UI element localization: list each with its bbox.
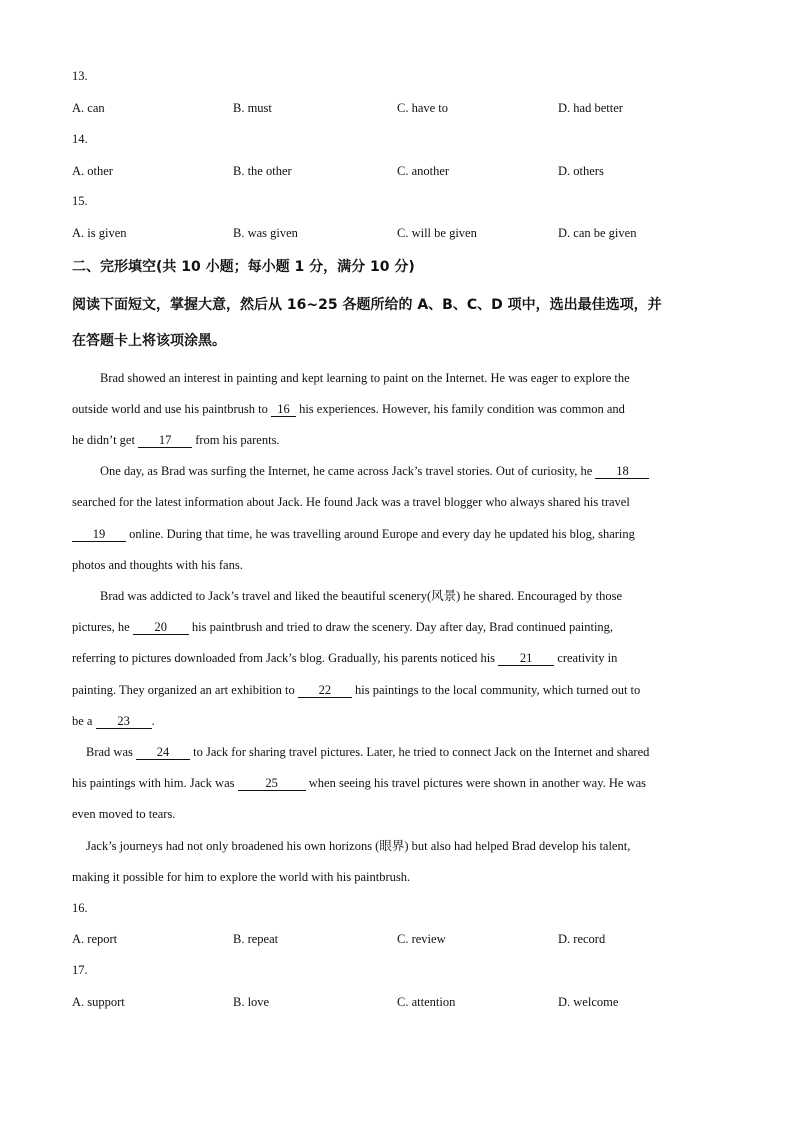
option-d[interactable]: D. can be given (558, 226, 637, 240)
passage-text: he didn’t get (72, 433, 139, 447)
passage-line (72, 713, 732, 729)
passage-line: Jack’s journeys had not only broadened his own horizons (眼界) but also had helped Brad develop his talent, (86, 839, 631, 853)
option-d[interactable]: D. others (558, 164, 604, 178)
question-17-options (72, 994, 732, 1010)
question-14-options (72, 163, 732, 179)
question-16-options (72, 931, 732, 947)
passage-line (72, 401, 732, 417)
blank-24[interactable]: 24 (136, 745, 190, 760)
passage-line: photos and thoughts with his fans. (72, 558, 243, 572)
passage-line: searched for the latest information about Jack. He found Jack was a travel blogger who always shared his travel (72, 495, 630, 509)
passage-text: referring to pictures downloaded from Jack’s blog. Gradually, his parents noticed his (72, 651, 499, 665)
question-15-options (72, 225, 732, 241)
blank-17[interactable]: 17 (138, 433, 192, 448)
option-a[interactable]: A. report (72, 932, 118, 946)
passage-line: making it possible for him to explore the world with his paintbrush. (72, 870, 411, 884)
blank-18[interactable]: 18 (595, 464, 649, 479)
passage-line (86, 744, 732, 760)
blank-16[interactable]: 16 (271, 402, 296, 417)
blank-23[interactable]: 23 (96, 714, 152, 729)
option-b[interactable]: B. love (233, 995, 270, 1009)
section-instruction-line-2: 在答题卡上将该项涂黑。 (72, 333, 226, 349)
question-number-16: 16. (72, 901, 88, 915)
option-b[interactable]: B. the other (233, 164, 292, 178)
blank-22[interactable]: 22 (298, 683, 352, 698)
blank-19[interactable]: 19 (72, 527, 126, 542)
option-c[interactable]: C. have to (397, 101, 449, 115)
passage-line (72, 432, 732, 448)
blank-20[interactable]: 20 (133, 620, 189, 635)
section-instruction-line-1: 阅读下面短文，掌握大意，然后从 16~25 各题所给的 A、B、C、D 项中，选出最佳选项，并 (72, 297, 662, 313)
option-c[interactable]: C. will be given (397, 226, 477, 240)
option-b[interactable]: B. was given (233, 226, 298, 240)
option-c[interactable]: C. another (397, 164, 450, 178)
passage-text: outside world and use his paintbrush to (72, 402, 271, 416)
passage-text: online. During that time, he was travelling around Europe and every day he updated his blog, sharing (126, 527, 635, 541)
option-b[interactable]: B. repeat (233, 932, 279, 946)
passage-line (72, 526, 732, 542)
option-a[interactable]: A. other (72, 164, 113, 178)
option-d[interactable]: D. record (558, 932, 606, 946)
passage-text: his paintings with him. Jack was (72, 776, 238, 790)
section-heading: 二、完形填空(共 10 小题；每小题 1 分，满分 10 分) (72, 259, 415, 275)
passage-text: his paintings to the local community, which turned out to (351, 683, 641, 697)
question-number-15: 15. (72, 194, 88, 208)
passage-text: Brad was (86, 745, 136, 759)
option-d[interactable]: D. had better (558, 101, 623, 115)
passage-line (72, 682, 732, 698)
passage-line (72, 619, 732, 635)
option-b[interactable]: B. must (233, 101, 272, 115)
passage-text: creativity in (554, 651, 618, 665)
passage-text: painting. They organized an art exhibition to (72, 683, 298, 697)
option-a[interactable]: A. is given (72, 226, 127, 240)
passage-line: Brad was addicted to Jack’s travel and liked the beautiful scenery(风景) he shared. Encouraged by those (100, 589, 623, 603)
passage-line (72, 650, 732, 666)
passage-text: his experiences. However, his family condition was common and (295, 402, 625, 416)
passage-text: when seeing his travel pictures were shown in another way. He was (305, 776, 647, 790)
question-number-13: 13. (72, 69, 88, 83)
passage-text: pictures, he (72, 620, 133, 634)
blank-25[interactable]: 25 (238, 776, 306, 791)
question-number-17: 17. (72, 963, 88, 977)
question-number-14: 14. (72, 132, 88, 146)
passage-text: . (151, 714, 155, 728)
passage-text: One day, as Brad was surfing the Internet, he came across Jack’s travel stories. Out of curiosity, he (100, 464, 596, 478)
passage-line (100, 463, 732, 479)
option-a[interactable]: A. support (72, 995, 125, 1009)
passage-line (72, 775, 732, 791)
passage-line: Brad showed an interest in painting and kept learning to paint on the Internet. He was eager to explore the (100, 371, 630, 385)
passage-text: from his parents. (192, 433, 280, 447)
question-13-options (72, 100, 732, 116)
blank-21[interactable]: 21 (498, 651, 554, 666)
passage-text: be a (72, 714, 96, 728)
passage-line: even moved to tears. (72, 807, 176, 821)
option-c[interactable]: C. attention (397, 995, 456, 1009)
passage-text: to Jack for sharing travel pictures. Later, he tried to connect Jack on the Internet and shared (190, 745, 650, 759)
option-d[interactable]: D. welcome (558, 995, 619, 1009)
passage-text: his paintbrush and tried to draw the scenery. Day after day, Brad continued painting, (188, 620, 614, 634)
option-c[interactable]: C. review (397, 932, 446, 946)
option-a[interactable]: A. can (72, 101, 105, 115)
